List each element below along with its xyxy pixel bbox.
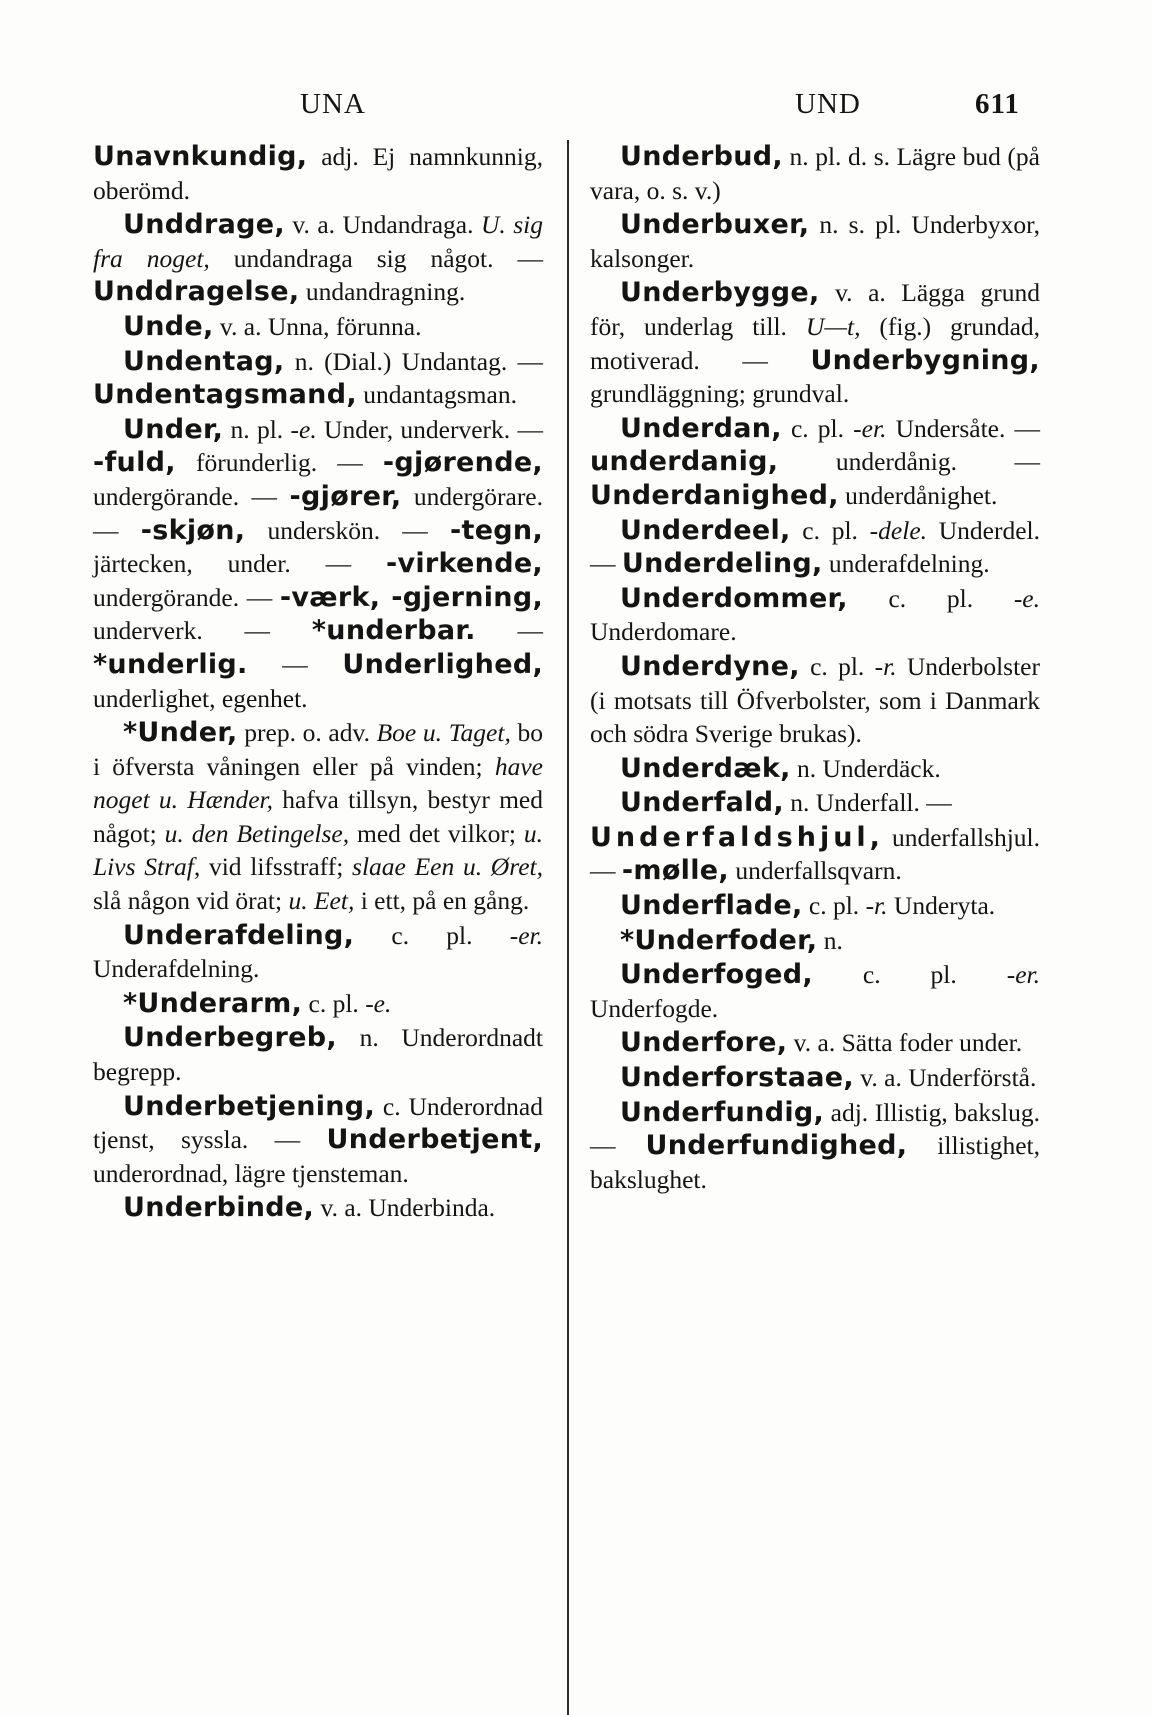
definition: underskön. — (245, 515, 450, 545)
subentry-headword: Unddragelse, (93, 276, 300, 308)
definition: Underyta. (887, 891, 996, 921)
definition: — (475, 616, 544, 646)
entry-underdyne (590, 650, 1040, 751)
subentry-headword: -fuld, (93, 447, 176, 479)
entry-underfald (590, 786, 1040, 820)
subentry-headword: -skjøn, (140, 514, 246, 546)
entry-underfoder (590, 924, 1040, 958)
headword: Undentag, (123, 345, 285, 377)
definition: n. pl. (223, 414, 291, 444)
left-guide-word: UNA (300, 88, 366, 120)
definition: c. pl. (354, 920, 510, 950)
definition: Underafdelning. (93, 954, 260, 984)
definition: undergörande. — (93, 582, 280, 612)
right-guide-word: UND (795, 88, 861, 120)
entry-underdeel (590, 514, 1040, 581)
subentry-headword: Underbygning, (810, 344, 1040, 376)
example: have noget u. Hænder, (93, 751, 543, 815)
definition: Underdomare. (590, 617, 737, 647)
headword: Unddrage, (123, 209, 285, 241)
entry-underfaldshjul (590, 821, 1040, 888)
headword: Under, (123, 413, 224, 445)
definition: undergörare. — (93, 481, 544, 545)
headword: *Under, (123, 717, 238, 749)
inflection: -er. (1006, 960, 1040, 990)
headword: Unavnkundig, (93, 141, 308, 172)
subentry-headword: Underdanighed, (590, 479, 839, 511)
inflection: -e. (365, 988, 392, 1018)
definition: undergörande. — (93, 481, 290, 511)
left-column (93, 140, 543, 1226)
definition: undantagsman. (356, 380, 517, 410)
definition: underverk. — (93, 616, 312, 646)
headword: Underdyne, (620, 650, 800, 682)
example: u. den Betingelse, (164, 818, 350, 848)
subentry-headword: Underbetjent, (326, 1124, 543, 1156)
entry-underdommer (590, 582, 1040, 649)
definition: Under, underverk. — (316, 414, 543, 444)
definition: v. a. Underförstå. (853, 1063, 1037, 1093)
headword: Underafdeling, (123, 919, 355, 951)
definition: förunderlig. — (175, 448, 383, 478)
definition: hafva tillsyn, bestyr med något; (93, 785, 543, 848)
entry-underarm (93, 987, 543, 1021)
inflection: -dele. (869, 515, 928, 545)
definition: c. pl. (802, 891, 866, 921)
headword: *Underfoder, (620, 924, 818, 956)
headword: Underdæk, (620, 752, 791, 784)
definition: underfallshjul. — (590, 822, 1040, 886)
subentry-headword: underdanig, (590, 446, 779, 478)
entry-underflade (590, 889, 1040, 923)
example: Boe u. Taget, (376, 718, 511, 748)
inflection: -r. (865, 891, 888, 921)
definition: Underfogde. (590, 993, 719, 1023)
headword: Underbinde, (123, 1192, 315, 1224)
definition: adj. Ej namnkunnig, oberömd. (93, 142, 543, 205)
headword: Underforstaae, (620, 1062, 854, 1094)
definition: grundläggning; grundval. (590, 379, 850, 409)
example: u. Livs Straf, (93, 818, 543, 882)
definition: c. pl. (847, 583, 1014, 613)
subentry-headword: -værk, -gjerning, (279, 581, 544, 613)
headword: Underbuxer, (620, 209, 810, 241)
inflection: -e. (290, 414, 317, 444)
headword: Underflade, (620, 890, 803, 922)
subentry-headword: -gjørende, (382, 447, 543, 479)
entry-underbinde (93, 1191, 543, 1225)
subentry-headword: *underlig. (93, 648, 248, 680)
subentry-headword: Underdeling, (621, 548, 823, 580)
headword: Underfoged, (620, 959, 813, 991)
headword: Underdeel, (620, 514, 791, 546)
definition: järtecken, under. — (93, 549, 386, 579)
inflection: -er. (853, 413, 887, 443)
subentry-headword: -mølle, (621, 855, 729, 887)
entry-underfundig (590, 1096, 1040, 1197)
entry-unde (93, 310, 543, 344)
definition: n. (817, 925, 843, 955)
definition: n. s. pl. Underbyxor, kalsonger. (590, 210, 1040, 273)
headword: Underbygge, (620, 277, 820, 309)
entry-unddrage (93, 208, 543, 309)
headword: Underdan, (620, 412, 782, 444)
headword: Underfald, (620, 787, 784, 819)
right-column (590, 140, 1040, 1197)
definition: — (247, 649, 343, 679)
definition: slå någon vid örat; (93, 886, 289, 916)
subentry-headword: Underlighed, (342, 648, 543, 680)
headword: Underbetjening, (123, 1090, 375, 1122)
entry-underforstaae (590, 1061, 1040, 1095)
definition: underdånig. — (778, 447, 1040, 477)
definition: c. pl. (790, 515, 870, 545)
definition: n. Underdäck. (790, 753, 941, 783)
entry-underbegreb (93, 1021, 543, 1088)
definition: vid lifsstraff; (200, 852, 353, 882)
definition: c. pl. (781, 413, 854, 443)
definition: Underdel. — (590, 515, 1040, 579)
headword: Unde, (123, 310, 214, 342)
headword: Underfore, (620, 1027, 788, 1059)
headword: Underbud, (620, 141, 783, 172)
definition: c. pl. (302, 988, 366, 1018)
definition: v. a. Underbinda. (314, 1193, 496, 1223)
headword: *Underarm, (123, 987, 303, 1019)
example: slaae Een u. Øret, (352, 852, 543, 882)
column-divider (567, 140, 569, 1715)
definition: n. Underordnadt begrepp. (93, 1023, 543, 1087)
entry-underdan (590, 412, 1040, 513)
definition: i ett, på en gång. (354, 886, 530, 916)
definition: Underbolster (i motsats till Öfverbolster, som i Danmark och södra Sverige brukas). (590, 651, 1040, 749)
example: U—t, (805, 311, 861, 341)
definition: Undersåte. — (886, 413, 1041, 443)
headword: Underfundig, (620, 1096, 825, 1128)
definition: v. a. Lägga grund för, underlag till. (590, 278, 1040, 341)
entry-under-prep (93, 716, 543, 918)
definition: (fig.) grundad, motiverad. — (590, 311, 1041, 375)
headword: Underbegreb, (123, 1022, 337, 1054)
subentry-headword: Underfundighed, (645, 1130, 908, 1162)
example: U. sig fra noget, (93, 210, 543, 273)
definition: n. pl. d. s. Lägre bud (på vara, o. s. v.) (590, 142, 1040, 205)
inflection: -er. (509, 920, 543, 950)
entry-under-noun (93, 413, 543, 715)
definition: c. pl. (812, 960, 1007, 990)
subentry-headword: -virkende, (385, 548, 543, 580)
entry-underfoged (590, 958, 1040, 1025)
headword: Underfaldshjul, (590, 821, 884, 853)
entry-undentag (93, 345, 543, 412)
entry-underafdeling (93, 919, 543, 986)
definition: prep. o. adv. (237, 718, 377, 748)
page-number: 611 (975, 88, 1020, 120)
definition: n. (Dial.) Undantag. — (284, 346, 543, 376)
definition: underordnad, lägre tjensteman. (93, 1158, 409, 1188)
headword: Underdommer, (620, 582, 848, 614)
inflection: -r. (874, 651, 897, 681)
definition: undandraga sig något. — (209, 243, 543, 273)
entry-underbygge (590, 276, 1040, 410)
definition: underafdelning. (822, 549, 990, 579)
definition: underdånighet. (838, 480, 998, 510)
subentry-headword: Undentagsmand, (93, 379, 357, 411)
definition: adj. Illistig, bakslug. — (590, 1097, 1040, 1161)
entry-underfore (590, 1026, 1040, 1060)
definition: illistighet, bakslughet. (590, 1131, 1040, 1194)
inflection: -e. (1013, 583, 1040, 613)
subentry-headword: -tegn, (449, 514, 544, 546)
definition: underfallsqvarn. (728, 856, 902, 886)
definition: v. a. Undandraga. (284, 210, 481, 240)
definition: med det vilkor; (349, 818, 524, 848)
definition: n. Underfall. — (783, 788, 952, 818)
example: u. Eet, (288, 886, 355, 916)
definition: c. pl. (799, 651, 875, 681)
entry-underdaek (590, 752, 1040, 786)
entry-underbuxer (590, 208, 1040, 275)
entry-unavnkundig (93, 140, 543, 207)
definition: underlighet, egenhet. (93, 683, 308, 713)
subentry-headword: *underbar. (311, 615, 476, 647)
subentry-headword: -gjører, (289, 480, 402, 512)
definition: undandragning. (299, 277, 466, 307)
definition: bo i öfversta våningen eller på vinden; (93, 718, 543, 781)
definition: v. a. Sätta foder under. (787, 1028, 1023, 1058)
entry-underbetjening (93, 1090, 543, 1191)
entry-underbud (590, 140, 1040, 207)
definition: c. Underordnad tjenst, syssla. — (93, 1091, 543, 1155)
definition: v. a. Unna, förunna. (213, 311, 422, 341)
